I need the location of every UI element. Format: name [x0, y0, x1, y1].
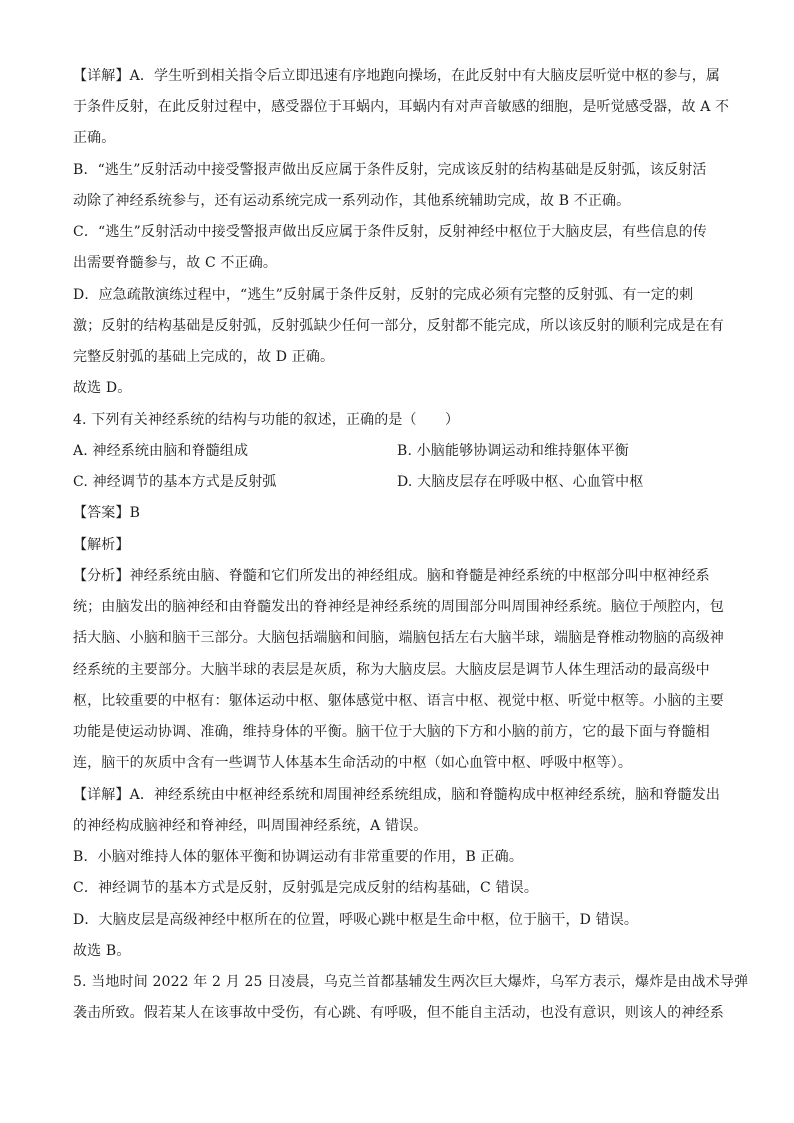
analysis-line-1: 【分析】神经系统由脑、脊髓和它们所发出的神经组成。脑和脊髓是神经系统的中枢部分叫中枢神经系 — [73, 568, 710, 584]
detail-a-line-1: 【详解】A．学生听到相关指令后立即迅速有序地跑向操场，在此反射中有大脑皮层听觉中枢的参与，属 — [73, 68, 721, 84]
q4-detail-a-line-2: 的神经构成脑神经和脊神经，叫周围神经系统，A 错误。 — [73, 818, 428, 834]
analysis-line-4: 经系统的主要部分。大脑半球的表层是灰质，称为大脑皮层。大脑皮层是调节人体生理活动的最高级中 — [73, 662, 710, 678]
analysis-line-2: 统；由脑发出的脑神经和由脊髓发出的脊神经是神经系统的周围部分叫周围神经系统。脑位于颅腔内，包 — [73, 599, 724, 615]
analysis-heading: 【解析】 — [73, 537, 130, 553]
detail-a-line-2: 于条件反射，在此反射过程中，感受器位于耳蜗内，耳蜗内有对声音敏感的细胞，是听觉感受器，故 A 不 — [73, 99, 730, 115]
detail-d-line-3: 完整反射弧的基础上完成的，故 D 正确。 — [73, 349, 335, 365]
analysis-line-7: 连，脑干的灰质中含有一些调节人体基本生命活动的中枢（如心血管中枢、呼吸中枢等）。 — [73, 755, 632, 771]
detail-b-line-2: 动除了神经系统参与，还有运动系统完成一系列动作，其他系统辅助完成，故 B 不正确。 — [73, 193, 631, 209]
detail-d-line-1: D．应急疏散演练过程中，“逃生”反射属于条件反射，反射的完成必须有完整的反射弧、有一定的刺 — [73, 287, 694, 303]
option-d: D. 大脑皮层存在呼吸中枢、心血管中枢 — [397, 474, 644, 490]
answer-label: 【答案】B — [73, 505, 141, 521]
question-4-stem: 4. 下列有关神经系统的结构与功能的叙述，正确的是（ ） — [73, 412, 460, 428]
detail-c-line-2: 出需要脊髓参与，故 C 不正确。 — [73, 255, 278, 271]
analysis-line-6: 功能是使运动协调、准确，维持身体的平衡。脑干位于大脑的下方和小脑的前方，它的最下面与脊髓相 — [73, 724, 710, 740]
option-b: B. 小脑能够协调运动和维持躯体平衡 — [397, 443, 629, 459]
q4-detail-a-line-1: 【详解】A．神经系统由中枢神经系统和周围神经系统组成，脑和脊髓构成中枢神经系统，脑和脊髓发出 — [73, 787, 721, 803]
question-5-line-2: 袭击所致。假若某人在该事故中受伤，有心跳、有呼吸，但不能自主活动，也没有意识，则该人的神经系 — [73, 1005, 724, 1021]
question-5-line-1: 5. 当地时间 2022 年 2 月 25 日凌晨，乌克兰首都基辅发生两次巨大爆炸，乌军方表示，爆炸是由战术导弹 — [73, 974, 749, 990]
q4-detail-c: C．神经调节的基本方式是反射，反射弧是完成反射的结构基础，C 错误。 — [73, 880, 538, 896]
q4-detail-b: B．小脑对维持人体的躯体平衡和协调运动有非常重要的作用，B 正确。 — [73, 849, 523, 865]
analysis-line-3: 括大脑、小脑和脑干三部分。大脑包括端脑和间脑，端脑包括左右大脑半球，端脑是脊椎动物脑的高级神 — [73, 630, 724, 646]
option-a: A. 神经系统由脑和脊髓组成 — [73, 443, 249, 459]
detail-d-line-2: 激；反射的结构基础是反射弧，反射弧缺少任何一部分，反射都不能完成，所以该反射的顺利完成是在有 — [73, 318, 724, 334]
detail-b-line-1: B．“逃生”反射活动中接受警报声做出反应属于条件反射，完成该反射的结构基础是反射弧，该反射活 — [73, 162, 707, 178]
detail-c-line-1: C．“逃生”反射活动中接受警报声做出反应属于条件反射，反射神经中枢位于大脑皮层，有些信息的传 — [73, 224, 707, 240]
option-c: C. 神经调节的基本方式是反射弧 — [73, 474, 277, 490]
detail-a-line-3: 正确。 — [73, 130, 116, 146]
q4-detail-d: D．大脑皮层是高级神经中枢所在的位置，呼吸心跳中枢是生命中枢，位于脑干，D 错误。 — [73, 912, 639, 928]
choice-line-q3: 故选 D。 — [73, 380, 132, 396]
analysis-line-5: 枢，比较重要的中枢有：躯体运动中枢、躯体感觉中枢、语言中枢、视觉中枢、听觉中枢等。小脑的主要 — [73, 693, 724, 709]
choice-line-q4: 故选 B。 — [73, 943, 131, 959]
